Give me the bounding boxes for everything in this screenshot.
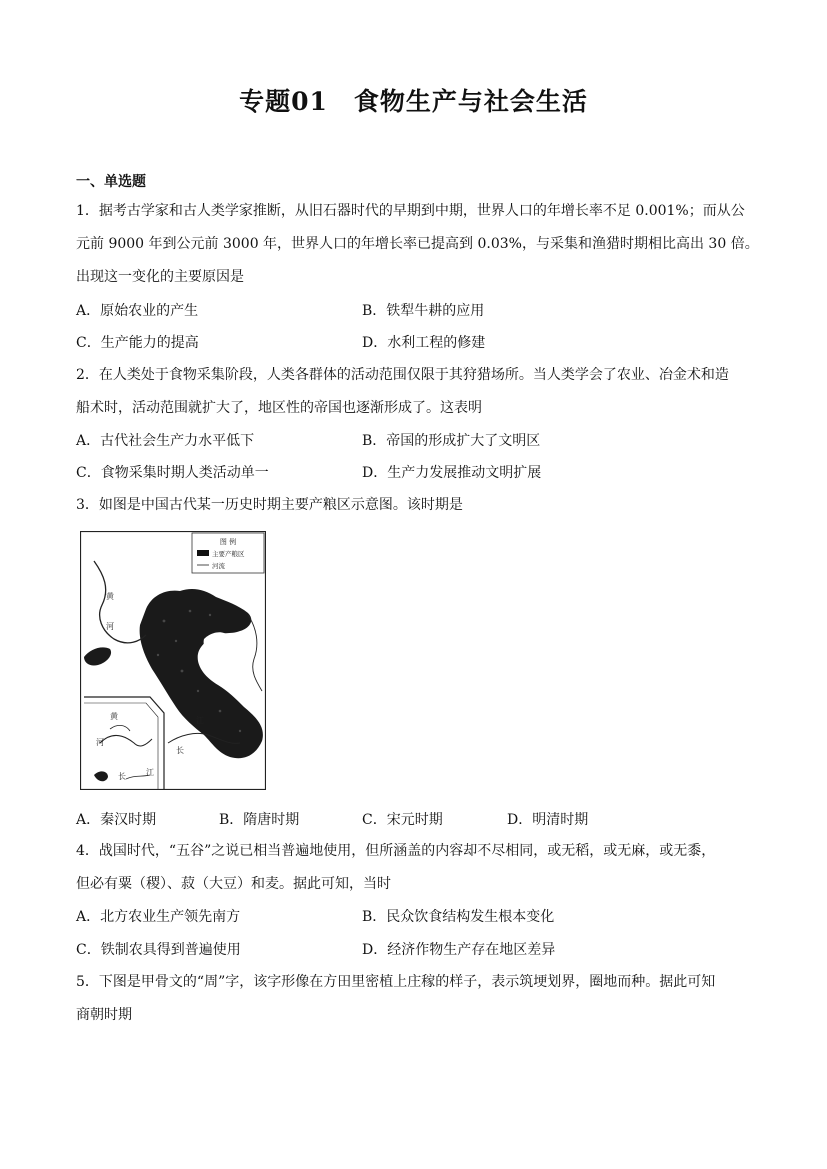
legend-title: 图 例 [219, 538, 237, 546]
question-3-stem [76, 489, 756, 522]
option-d[interactable]: D．生产力发展推动文明扩展 [362, 465, 542, 481]
question-4-options-row-1 [76, 906, 756, 926]
option-b[interactable]: B．隋唐时期 [219, 812, 300, 828]
option-d[interactable]: D．经济作物生产存在地区差异 [362, 942, 556, 958]
question-text-line: 商朝时期 [76, 1007, 132, 1023]
map-label: 长 [176, 746, 184, 755]
map-label: 黄 [110, 712, 118, 721]
option-a[interactable]: A．秦汉时期 [76, 812, 157, 828]
option-c[interactable]: C．食物采集时期人类活动单一 [76, 465, 269, 481]
question-1-options-row-1 [76, 300, 756, 320]
question-4-options-row-2 [76, 939, 756, 959]
question-3-options-row [76, 809, 756, 829]
option-b[interactable]: B．帝国的形成扩大了文明区 [362, 433, 541, 449]
question-text-line: 元前 9000 年到公元前 3000 年，世界人口的年增长率已提高到 0.03%，与采集和渔猎时期相比高出 30 倍。 [76, 236, 759, 252]
legend-grain-swatch [197, 550, 209, 556]
legend-river-label: 河流 [212, 562, 225, 570]
map-label: 江 [146, 768, 154, 777]
option-c[interactable]: C．生产能力的提高 [76, 335, 199, 351]
option-b[interactable]: B．民众饮食结构发生根本变化 [362, 909, 555, 925]
map-label: 河 [96, 738, 104, 747]
grain-region-map [80, 531, 266, 790]
question-text-line: 1．据考古学家和古人类学家推断，从旧石器时代的早期到中期，世界人口的年增长率不足 0.001%；而从公 [76, 203, 745, 219]
question-text-line: 4．战国时代，“五谷”之说已相当普遍地使用，但所涵盖的内容却不尽相同，或无稻，或无麻，或无黍， [76, 843, 716, 859]
option-a[interactable]: A．古代社会生产力水平低下 [76, 433, 255, 449]
legend-grain-label: 主要产粮区 [212, 550, 245, 558]
question-text-line: 2．在人类处于食物采集阶段，人类各群体的活动范围仅限于其狩猎场所。当人类学会了农业、冶金术和造 [76, 367, 729, 383]
option-b[interactable]: B．铁犁牛耕的应用 [362, 303, 485, 319]
option-c[interactable]: C．宋元时期 [362, 812, 443, 828]
option-d[interactable]: D．水利工程的修建 [362, 335, 486, 351]
option-d[interactable]: D．明清时期 [507, 812, 589, 828]
question-1-options-row-2 [76, 332, 756, 352]
question-2-stem [76, 359, 756, 425]
question-text-line: 3．如图是中国古代某一历史时期主要产粮区示意图。该时期是 [76, 497, 463, 513]
question-5-stem [76, 966, 756, 1032]
page-title: 专题01 食物生产与社会生活 [239, 87, 588, 116]
question-text-line: 船术时，活动范围就扩大了，地区性的帝国也逐渐形成了。这表明 [76, 400, 482, 416]
question-text-line: 5．下图是甲骨文的“周”字，该字形像在方田里密植上庄稼的样子，表示筑埂划界，圈地而种。据此可知 [76, 974, 716, 990]
map-label: 河 [106, 622, 114, 631]
question-text-line: 但必有粟（稷）、菽（大豆）和麦。据此可知，当时 [76, 876, 391, 892]
map-label: 黄 [106, 592, 114, 601]
question-2-options-row-2 [76, 462, 756, 482]
map-label: 江 [196, 716, 204, 725]
question-1-stem [76, 195, 759, 294]
question-2-options-row-1 [76, 430, 756, 450]
question-4-stem [76, 835, 756, 901]
option-a[interactable]: A．北方农业生产领先南方 [76, 909, 241, 925]
question-text-line: 出现这一变化的主要原因是 [76, 269, 244, 285]
option-c[interactable]: C．铁制农具得到普遍使用 [76, 942, 241, 958]
map-label: 长 [118, 772, 126, 781]
option-a[interactable]: A．原始农业的产生 [76, 303, 199, 319]
section-heading: 一、单选题 [76, 174, 146, 190]
